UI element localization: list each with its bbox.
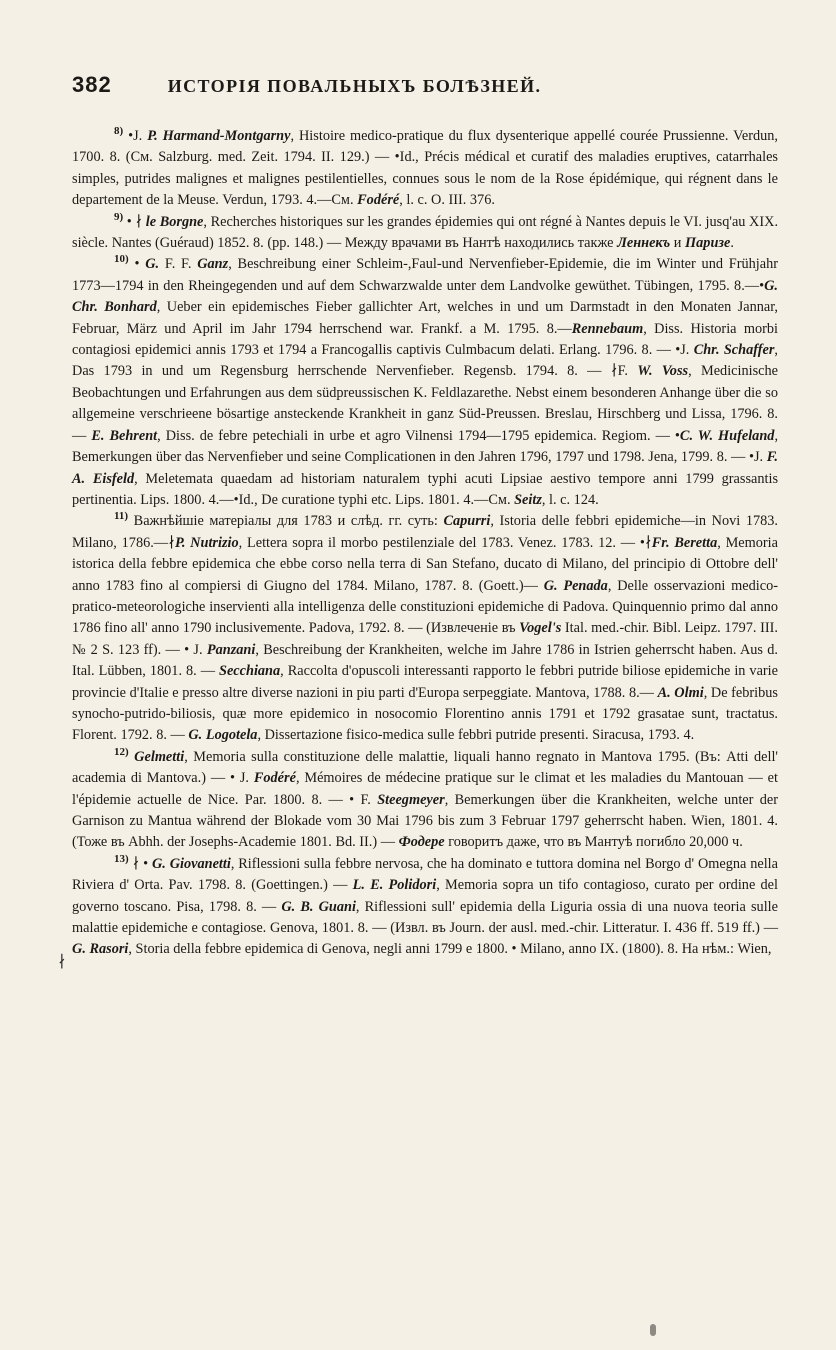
footnote-text: , Das 1793 in und um Regensburg herrschende Nervenfieber. Regensb. 1794. 8. — ∤F. — [72, 342, 778, 380]
footnote-text: , Recherches historiques sur les grandes épidemies qui ont régné à Nantes depuis le VI. jusq'au XIX. siècle. Nantes (Guéraud) 1852. 8. (pp. 148.) — Между врачами въ Нантѣ находились также — [72, 213, 779, 252]
footnote-text: , Mémoires de médecine pratique sur le climat et les maladies du Mantouan — et l'épidemie actuelle de Nice. Par. 1800. 8. — • F. — [72, 770, 779, 808]
page-number: 382 — [72, 72, 112, 97]
author-name: G. Chr. Bonhard — [72, 277, 778, 316]
author-name: G. Logotela — [188, 727, 258, 744]
footnote-text: , Diss. Historia morbi contagiosi epidemici annis 1793 et 1794 a Francogallis captivis Culmbacum delati. Erlang. 1796. 8. — •J. — [72, 320, 778, 359]
footnote-marker: 12) — [114, 746, 129, 759]
footnote-text: Ital. med.-chir. Bibl. Leipz. 1797. III. № 2 S. 123 ff). — • J. — [72, 620, 778, 658]
footnote-text: , Ueber ein epidemisches Fieber gallichter Art, welches in und um Darmstadt in den Monaten Jannar, Februar, März und April im Jahr 1794 herrschend war. Frankf. a M. 1795. 8.— — [72, 299, 778, 337]
footnote-text: , Histoire medico-pratique du flux dysenterique appellé courée Prussienne. Verdun, 1700. 8. (См. Salzburg. med. Zeit. 1794. II. 129.) — •Id., Précis médical et curatif des maladies eruptives, catarrhales simples, putrides malignes et malignes pestilentielles, connues sous le nom de la Rose épidémique, qui régnent dans le departement de la Meuse. Verdun, 1793. 4.—См. — [72, 128, 779, 209]
footnote — [72, 254, 778, 511]
footnote-text: F. F. — [159, 256, 198, 273]
footnote-text: , Bemerkungen über das Nervenfieber und seine Complicationen in den Jahren 1796, 1797 und 1798. Jena, 1799. 8. — •J. — [72, 427, 779, 466]
footnote-text: • — [134, 256, 146, 273]
footnote-text: , Storia della febbre epidemica di Genova, negli anni 1799 e 1800. • Milano, anno IX. (1800). 8. На нѣм.: Wien, — [128, 941, 772, 958]
footnote-text: . — [730, 235, 734, 252]
footnote-text: , l. c. O. III. 376. — [399, 192, 495, 209]
footnote — [72, 511, 778, 746]
footnote-text: , Memoria sopra un tifo contagioso, curato per ordine del governo toscano. Pisa, 1798. 8. — — [72, 877, 778, 915]
author-name: F. A. Eisfeld — [72, 449, 778, 487]
footnote-text: , Riflessioni sulla febbre nervosa, che ha dominato e tuttora domina nel Borgo d' Omegna nella Riviera d' Orta. Pav. 1798. 8. (Goettingen.) — — [72, 855, 778, 894]
footnote — [72, 126, 778, 212]
footnote-text: ∤ • — [132, 855, 152, 872]
author-name: Capurri — [443, 513, 491, 530]
author-name: Fodéré — [253, 770, 296, 787]
author-name: P. Harmand-Montgarny — [147, 128, 291, 144]
footnote-text: говоритъ даже, что въ Мантуѣ погибло 20,000 ч. — [444, 834, 743, 851]
author-name: G. B. Guani — [281, 898, 356, 915]
paper-speck — [650, 1324, 656, 1336]
author-name: P. Nutrizio — [174, 534, 239, 551]
footnote-text: Важнѣйшіе матеріалы для 1783 и слѣд. гг. суть: — [133, 513, 444, 530]
footnote-text: , Dissertazione fisico-medica sulle febbri putride presenti. Siracusa, 1793. 4. — [257, 727, 695, 744]
margin-mark: ∤ — [58, 954, 66, 971]
author-name: Panzani — [206, 641, 256, 658]
author-name: le Borgne — [145, 213, 204, 230]
author-name: G. — [145, 256, 160, 273]
footnote-text: , Beschreibung einer Schleim-,Faul-und Nervenfieber-Epidemie, die im Winter und Frühjahr 1773—1794 in den Rheingegenden und auf dem Schwarzwalde unter dem Landvolke gewüthet. Tübingen, 1795. 8.—• — [72, 256, 778, 294]
footnote-text: , Riflessioni sull' epidemia della Liguria ossia di una nuova teoria sulle malattie epidemiche e contagiose. Genova, 1801. 8. — (Извл. въ Journ. der ausl. med.-chir. Litteratur. I. 436 ff. 519 ff.) — — [72, 898, 778, 937]
footnote-text: , Delle osservazioni medico-pratico-meteorologiche inservienti alla intelligenza delle constituzioni epidemiche di Padova. Quinquennio primo dal anno 1786 fino all' anno 1790 inclusivemente. Padova, 1792. 8. — (Извлеченіе въ — [72, 577, 778, 637]
author-name: Vogel's — [519, 620, 562, 637]
footnote-marker: 11) — [114, 510, 129, 523]
author-name: Леннекъ — [617, 235, 671, 252]
footnote-text: , Medicinische Beobachtungen und Erfahrungen aus dem südpreussischen K. Feldlazarethe. Nebst einem besonderen Anhange über die so allgemeine verschrieene bösartige ansteckende Krankheit in ganz Süd-Preussen. Breslau, Hirschberg und Lissa, 1796. 8. — — [72, 363, 779, 444]
author-name: A. Olmi — [657, 684, 704, 701]
author-name: G. Penada — [543, 577, 608, 594]
author-name: G. Rasori — [72, 941, 129, 958]
author-name: Fodéré — [357, 192, 400, 209]
author-name: Паризе — [685, 235, 731, 252]
footnote — [72, 212, 778, 255]
footnote — [72, 854, 778, 961]
footnote — [72, 747, 778, 854]
footnotes — [72, 126, 778, 961]
footnote-marker: 10) — [114, 253, 129, 266]
author-name: Ganz — [197, 256, 229, 273]
author-name: E. Behrent — [91, 427, 158, 444]
footnote-text: , Istoria delle febbri epidemiche—in Novi 1783. Milano, 1786.—∤ — [72, 513, 778, 551]
page-header — [72, 72, 778, 116]
footnote-text: , Meletemata quaedam ad historiam naturalem typhi acuti Lipsiae aestivo tempore anni 1799 grassantis pertinentia. Lips. 1800. 4.—•Id., De curatione typhi etc. Lips. 1801. 4.—См. — [72, 470, 779, 508]
footnote-text: , Beschreibung der Krankheiten, welche im Jahre 1786 in Istrien geherrscht haben. Aus d. Ital. Lübben, 1801. 8. — — [72, 641, 778, 680]
footnote-text: • ∤ — [126, 213, 146, 230]
footnote-text: , Lettera sopra il morbo pestilenziale del 1783. Venez. 1783. 12. — •∤ — [238, 534, 652, 551]
running-head: ИСТОРІЯ ПОВАЛЬНЫХЪ БОЛѢЗНЕЙ. — [167, 76, 542, 96]
author-name: C. W. Hufeland — [679, 427, 775, 444]
author-name: Rennebaum — [571, 320, 644, 337]
footnote-marker: 8) — [114, 125, 124, 138]
author-name: Steegmeyer — [377, 791, 445, 808]
author-name: Gelmetti — [134, 748, 185, 765]
author-name: Seitz — [514, 491, 542, 508]
author-name: L. E. Polidori — [352, 877, 437, 894]
footnote-text: •J. — [128, 128, 148, 144]
footnote-marker: 9) — [114, 210, 124, 223]
footnote-text: , Bemerkungen über die Krankheiten, welche unter der Garnison zu Mantua während der Blokade vom 30 Mai 1796 bis zum 3 Februar 1797 geherrscht haben. Wien, 1801. 4. (Тоже въ Abhh. der Josephs-Academie 1801. Bd. II.) — — [72, 791, 778, 851]
footnote-text: , Raccolta d'opuscoli interessanti rapporto le febbri putride biliose epidemiche in varie provincie d'Italie e presso altre diverse nazioni in piu parti d'Europa serpeggiate. Mantova, 1788. 8.— — [72, 663, 778, 701]
author-name: Secchiana — [219, 663, 281, 680]
footnote-marker: 13) — [114, 853, 129, 866]
footnote-text: , l. c. 124. — [541, 491, 599, 508]
footnote-text: , Memoria sulla constituzione delle malattie, liquali hanno regnato in Mantova 1795. (Въ: Atti dell' academia di Mantova.) — • J. — [72, 748, 779, 787]
footnote-text: и — [670, 235, 686, 252]
author-name: W. Voss — [637, 363, 689, 380]
footnote-text: , Memoria istorica della febbre epidemica che ebbe corso nella terra di San Stefano, ducato di Milano, del principio di Ottobre dell' anno 1783 fino al compiersi di Giugno del 1784. Milano, 1787. 8. (Goett.)— — [72, 534, 778, 594]
author-name: Fr. Beretta — [651, 534, 718, 551]
footnote-text: , De febribus synocho-putrido-biliosis, quæ more epidemico in nosocomio Florentino annis 1791 et 1792 grasatae sunt, tractatus. Florent. 1792. 8. — — [72, 684, 778, 744]
author-name: G. Giovanetti — [151, 855, 231, 872]
footnote-text: , Diss. de febre petechiali in urbe et agro Vilnensi 1794—1795 epidemica. Regiom. — • — [157, 427, 680, 444]
author-name: Chr. Schaffer — [693, 342, 775, 359]
author-name: Фодере — [398, 834, 445, 851]
